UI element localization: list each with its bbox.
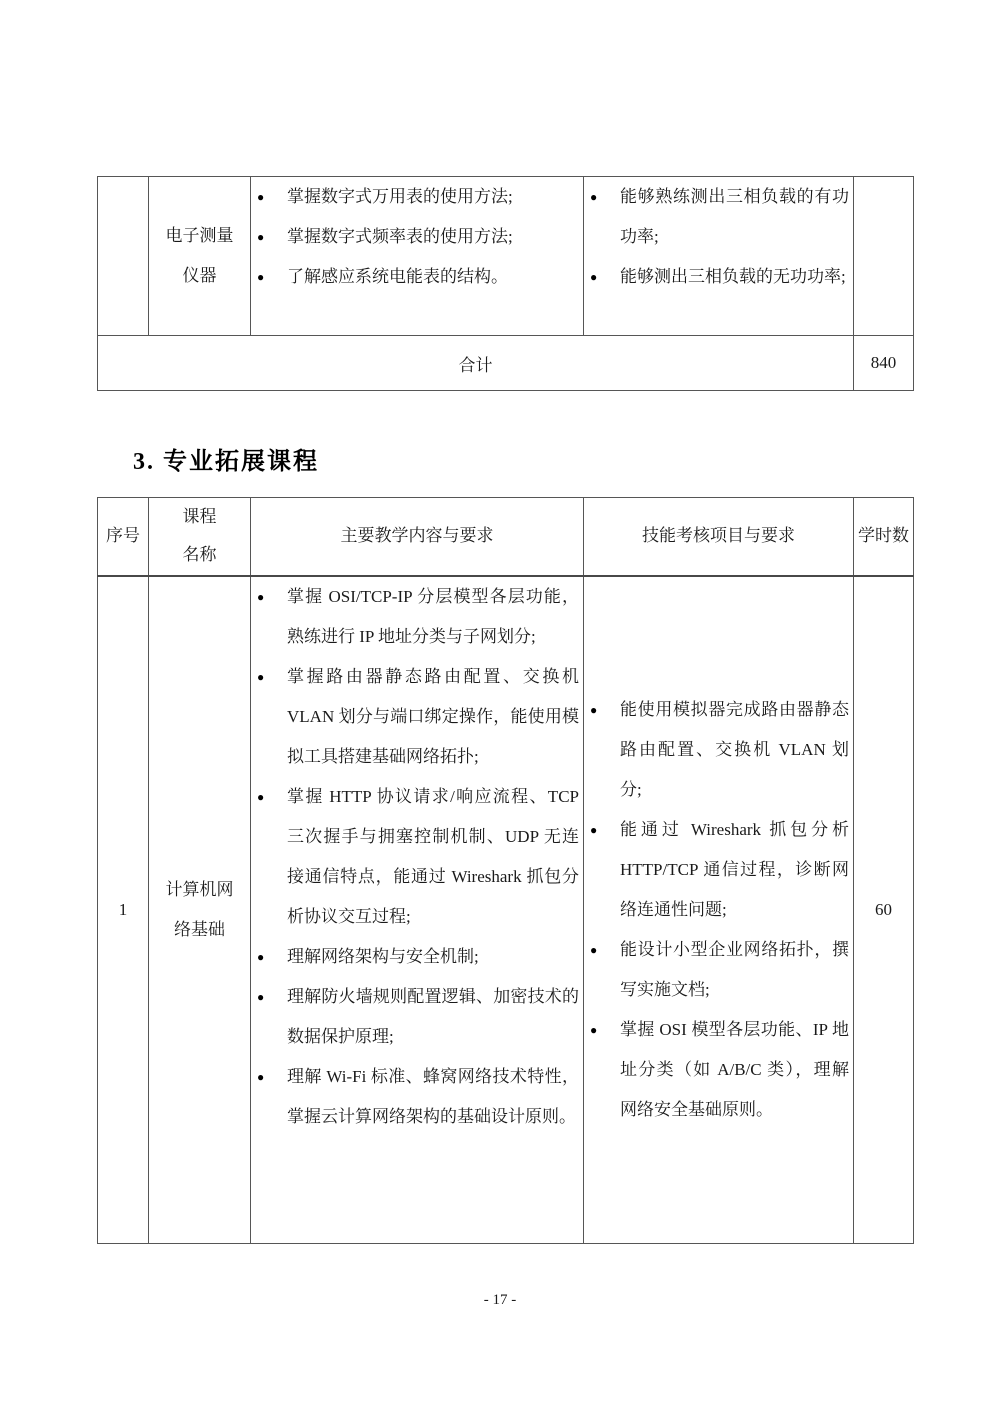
list-item-text: 能够熟练测出三相负载的有功功率; (620, 187, 849, 246)
page-number: - 17 - (483, 1292, 517, 1308)
table-row (98, 576, 914, 1244)
list-item (587, 257, 849, 297)
skill-list (584, 177, 853, 297)
list-item-text: 理解网络架构与安全机制; (287, 946, 479, 966)
list-item-text: 掌握数字式万用表的使用方法; (287, 187, 513, 206)
teaching-list (251, 177, 583, 297)
bullet-icon: ● (590, 942, 598, 957)
list-item-text: 理解 Wi-Fi 标准、蜂窝网络技术特性，掌握云计算网络架构的基础设计原则。 (287, 1066, 579, 1126)
list-item-text: 能设计小型企业网络拓扑，撰写实施文档; (620, 939, 849, 999)
header-seq: 序号 (98, 498, 149, 576)
header-course-name-text: 课程名称 (182, 507, 217, 565)
table-header-row (98, 498, 914, 576)
course-name-cell (149, 576, 251, 1244)
list-item (254, 977, 579, 1057)
list-item (254, 777, 579, 937)
list-item (254, 937, 579, 977)
list-item (587, 1010, 849, 1130)
bullet-icon: ● (257, 230, 265, 244)
teaching-list (251, 577, 583, 1137)
header-teaching-content: 主要教学内容与要求 (251, 498, 584, 576)
bullet-icon: ● (257, 589, 265, 604)
hours-cell-empty (854, 177, 914, 336)
header-skill-assessment: 技能考核项目与要求 (584, 498, 854, 576)
bullet-icon: ● (257, 949, 265, 964)
header-hours: 学时数 (854, 498, 914, 576)
table-row (98, 177, 914, 336)
list-item-text: 能通过 Wireshark 抓包分析 HTTP/TCP 通信过程，诊断网络连通性问题; (620, 819, 849, 919)
bullet-icon: ● (257, 789, 265, 804)
bullet-icon: ● (257, 190, 265, 204)
bullet-icon: ● (257, 1069, 265, 1084)
skill-list (584, 690, 853, 1130)
bullet-icon: ● (257, 989, 265, 1004)
previous-course-table (97, 176, 914, 391)
course-name: 计算机网络基础 (165, 879, 234, 939)
list-item (587, 177, 849, 257)
list-item (254, 217, 579, 257)
list-item-text: 了解感应系统电能表的结构。 (287, 267, 508, 286)
list-item (254, 657, 579, 777)
list-item (254, 257, 579, 297)
course-name: 电子测量仪器 (165, 226, 234, 285)
skill-assessment-cell (584, 177, 854, 336)
teaching-content-cell (251, 177, 584, 336)
bullet-icon: ● (590, 702, 598, 717)
bullet-icon: ● (590, 1022, 598, 1037)
total-row (98, 336, 914, 391)
bullet-icon: ● (590, 190, 598, 204)
teaching-content-cell (251, 576, 584, 1244)
expansion-course-table (97, 497, 914, 1244)
bullet-icon: ● (257, 669, 265, 684)
total-label: 合计 (98, 336, 854, 391)
list-item (587, 690, 849, 810)
seq-cell: 1 (98, 576, 149, 1244)
total-hours-value: 840 (854, 336, 914, 391)
bullet-icon: ● (590, 270, 598, 284)
bullet-icon: ● (590, 822, 598, 837)
bullet-icon: ● (257, 270, 265, 284)
list-item-text: 理解防火墙规则配置逻辑、加密技术的数据保护原理; (287, 986, 579, 1046)
course-name-cell (149, 177, 251, 336)
list-item-text: 掌握路由器静态路由配置、交换机 VLAN 划分与端口绑定操作，能使用模拟工具搭建基础网络拓扑; (287, 666, 579, 766)
section-heading: 3. 专业拓展课程 (133, 449, 319, 475)
list-item-text: 能使用模拟器完成路由器静态路由配置、交换机 VLAN 划分; (620, 699, 849, 799)
list-item (254, 177, 579, 217)
list-item-text: 能够测出三相负载的无功功率; (620, 267, 846, 286)
skill-assessment-cell (584, 576, 854, 1244)
seq-cell-empty (98, 177, 149, 336)
list-item (587, 810, 849, 930)
list-item-text: 掌握数字式频率表的使用方法; (287, 227, 513, 246)
list-item (254, 1057, 579, 1137)
hours-cell: 60 (854, 576, 914, 1244)
header-course-name (149, 498, 251, 576)
list-item-text: 掌握 OSI 模型各层功能、IP 地址分类（如 A/B/C 类），理解网络安全基础原则。 (620, 1019, 849, 1119)
list-item-text: 掌握 HTTP 协议请求/响应流程、TCP 三次握手与拥塞控制机制、UDP 无连接通信特点，能通过 Wireshark 抓包分析协议交互过程; (287, 786, 579, 926)
list-item-text: 掌握 OSI/TCP-IP 分层模型各层功能，熟练进行 IP 地址分类与子网划分; (287, 586, 579, 646)
list-item (587, 930, 849, 1010)
list-item (254, 577, 579, 657)
